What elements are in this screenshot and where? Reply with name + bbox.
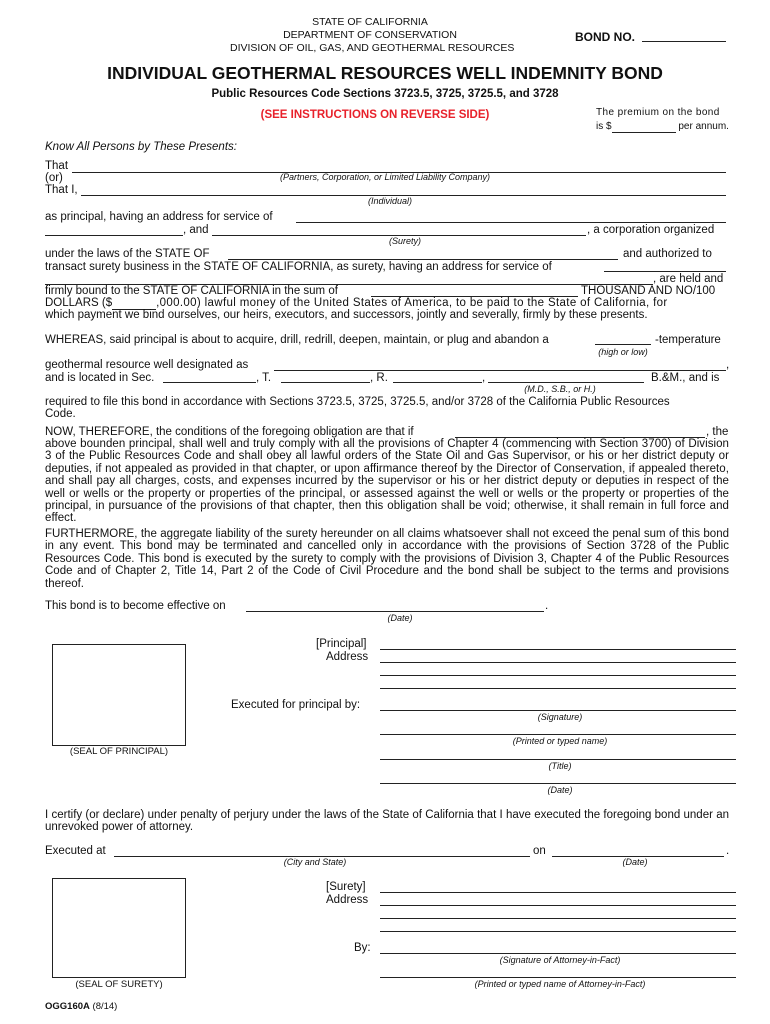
city-state-caption: (City and State) [283, 857, 347, 867]
state-field[interactable] [228, 259, 618, 260]
surety-address-line-3[interactable] [380, 931, 736, 932]
principal-signature-line[interactable] [380, 710, 736, 711]
form-title: INDIVIDUAL GEOTHERMAL RESOURCES WELL INDEMNITY BOND [107, 63, 663, 83]
principal-seal-label: (SEAL OF PRINCIPAL) [69, 746, 169, 757]
principal-label: [Principal] [316, 638, 367, 650]
principal-address-line-1[interactable] [380, 662, 736, 663]
per-annum-label: per annum. [678, 121, 729, 132]
authorized-label: and authorized to [623, 248, 712, 260]
principal-address-field-2[interactable] [45, 235, 183, 236]
form-code: OGG160A [45, 1001, 90, 1012]
surety-address-line-2[interactable] [380, 918, 736, 919]
printed-name-caption: (Printed or typed name) [512, 736, 608, 746]
surety-seal-box [52, 878, 186, 978]
now-therefore-body: above bounden principal, shall well and truly comply with all the provisions of Chapter 4 (commencing with Section 3700) of Division 3 of the Public Resources Code and shall obey all lawful orders of the State Oil and Gas Supervisor, or his or her district deputy or deputies, if not appealed as provided in that chapter, or upon affirmance thereof by the Director of Conservation, if appealed thereto, and shall pay all charges, costs, and expenses incurred by the supervisor or his or her district deputy or deputies in respect of the well or wells or the property or properties of the principal, or assessed against the well or wells or the property or properties of the principal, in pursuance of the provisions of that chapter, then this obligation shall be void; otherwise, it shall remain in full force and effect. [45, 438, 729, 525]
form-subtitle: Public Resources Code Sections 3723.5, 3725, 3725.5, and 3728 [211, 88, 559, 100]
principal-date-line[interactable] [380, 783, 736, 784]
surety-label: [Surety] [326, 881, 366, 893]
principal-address-line-3[interactable] [380, 688, 736, 689]
comma: , [726, 359, 730, 371]
form-revision: (8/14) [92, 1001, 118, 1012]
know-all-persons: Know All Persons by These Presents: [45, 141, 237, 153]
executed-date-caption: (Date) [622, 857, 648, 867]
premium-amount-field[interactable] [612, 121, 676, 133]
high-low-caption: (high or low) [598, 347, 648, 357]
period: . [545, 600, 549, 612]
dollars-rest-text: ,000.00) lawful money of the United States of America, to be paid to the State of California, for [156, 297, 668, 309]
firmly-bound-label: firmly bound to the STATE OF CALIFORNIA in the sum of [45, 285, 338, 297]
transact-text: transact surety business in the STATE OF CALIFORNIA, as surety, having an address for service of [45, 261, 552, 273]
or-label: (or) [45, 172, 63, 184]
now-therefore-end: , the [706, 426, 729, 438]
agency-line-2: DEPARTMENT OF CONSERVATION [283, 29, 457, 41]
held-and-label: , are held and [653, 273, 724, 285]
surety-address-label: Address [326, 894, 369, 906]
temperature-field[interactable] [595, 344, 651, 345]
partners-caption: (Partners, Corporation, or Limited Liability Company) [279, 172, 491, 182]
and-label: , and [183, 224, 209, 236]
attorney-printed-name-line[interactable] [380, 977, 736, 978]
principal-seal-box [52, 644, 186, 746]
surety-address-line-1[interactable] [380, 905, 736, 906]
executed-at-label: Executed at [45, 845, 106, 857]
thousand-label: THOUSAND AND NO/100 [581, 285, 716, 297]
temperature-label: -temperature [655, 334, 721, 346]
t-label: , T. [256, 372, 272, 384]
principal-address-line-2[interactable] [380, 675, 736, 676]
individual-caption: (Individual) [367, 196, 413, 206]
principal-printed-name-line[interactable] [380, 734, 736, 735]
effective-date-field[interactable] [246, 611, 544, 612]
executed-on-label: on [533, 845, 546, 857]
attorney-signature-line[interactable] [380, 953, 736, 954]
that-i-label: That I, [45, 184, 78, 196]
instructions-note: (SEE INSTRUCTIONS ON REVERSE SIDE) [260, 109, 490, 121]
meridian-caption: (M.D., S.B., or H.) [524, 384, 596, 394]
surety-seal-label: (SEAL OF SURETY) [75, 979, 163, 990]
agency-line-1: STATE OF CALIFORNIA [312, 16, 428, 28]
attorney-signature-caption: (Signature of Attorney-in-Fact) [499, 955, 621, 965]
premium-line-2 [596, 121, 729, 133]
under-laws-label: under the laws of the STATE OF [45, 248, 210, 260]
geothermal-designated-label: geothermal resource well designated as [45, 359, 249, 371]
bm-label: B.&M., and is [651, 372, 720, 384]
bond-no-field[interactable] [642, 41, 726, 42]
principal-address-field[interactable] [296, 222, 726, 223]
premium-is-label: is $ [596, 121, 612, 132]
meridian-field[interactable] [488, 382, 644, 383]
attorney-printed-caption: (Printed or typed name of Attorney-in-Fact) [474, 979, 646, 989]
comma-2: , [482, 372, 486, 384]
bond-no-label: BOND NO. [575, 30, 635, 44]
form-number [45, 1001, 117, 1012]
surety-caption: (Surety) [388, 236, 421, 246]
corporation-organized-label: , a corporation organized [587, 224, 715, 236]
required-text-2: Code. [45, 408, 76, 420]
located-label: and is located in Sec. [45, 372, 155, 384]
principal-date-caption: (Date) [547, 785, 573, 795]
furthermore-paragraph: FURTHERMORE, the aggregate liability of the surety hereunder on all claims whatsoever shall not exceed the penal sum of this bond in any event. This bond may be terminated and cancelled only in accordance with the provisions of Section 3728 of the Public Resources Code. This bond is executed by the surety to comply with the provisions of Division 3, Chapter 4 of the Public Resources Code and of Chapter 2, Title 14, Part 2 of the Code of Civil Procedure and the bond shall be subject to the terms and provisions thereof. [45, 528, 729, 590]
section-field[interactable] [163, 382, 256, 383]
effective-label: This bond is to become effective on [45, 600, 226, 612]
required-text-1: required to file this bond in accordance with Sections 3723.5, 3725, 3725.5, and/or 3728 of the California Public Resources [45, 396, 670, 408]
premium-line-1: The premium on the bond [596, 107, 720, 118]
well-designation-field[interactable] [274, 370, 726, 371]
by-label: By: [354, 942, 371, 954]
signature-caption: (Signature) [537, 712, 583, 722]
principal-address-label: Address [326, 651, 369, 663]
executed-principal-label: Executed for principal by: [231, 699, 361, 711]
surety-name-line[interactable] [380, 892, 736, 893]
surety-address-field[interactable] [604, 271, 726, 272]
which-payment-text: which payment we bind ourselves, our heirs, executors, and successors, jointly and severally, firmly by these presents. [45, 309, 648, 321]
principal-title-line[interactable] [380, 759, 736, 760]
as-principal-text: as principal, having an address for service of [45, 211, 273, 223]
effective-date-caption: (Date) [387, 613, 413, 623]
period-2: . [726, 845, 730, 857]
title-caption: (Title) [548, 761, 572, 771]
certify-statement: I certify (or declare) under penalty of perjury under the laws of the State of California that I have executed the foregoing bond under an unrevoked power of attorney. [45, 809, 729, 834]
that-label: That [45, 160, 69, 172]
r-label: , R. [370, 372, 388, 384]
principal-name-line[interactable] [380, 649, 736, 650]
township-field[interactable] [281, 382, 370, 383]
range-field[interactable] [393, 382, 482, 383]
now-therefore-first: NOW, THEREFORE, the conditions of the foregoing obligation are that if [45, 426, 414, 438]
dollars-label: DOLLARS ($ [45, 297, 113, 309]
agency-line-3: DIVISION OF OIL, GAS, AND GEOTHERMAL RESOURCES [230, 42, 515, 54]
whereas-text: WHEREAS, said principal is about to acquire, drill, redrill, deepen, maintain, or plug and abandon a [45, 334, 549, 346]
